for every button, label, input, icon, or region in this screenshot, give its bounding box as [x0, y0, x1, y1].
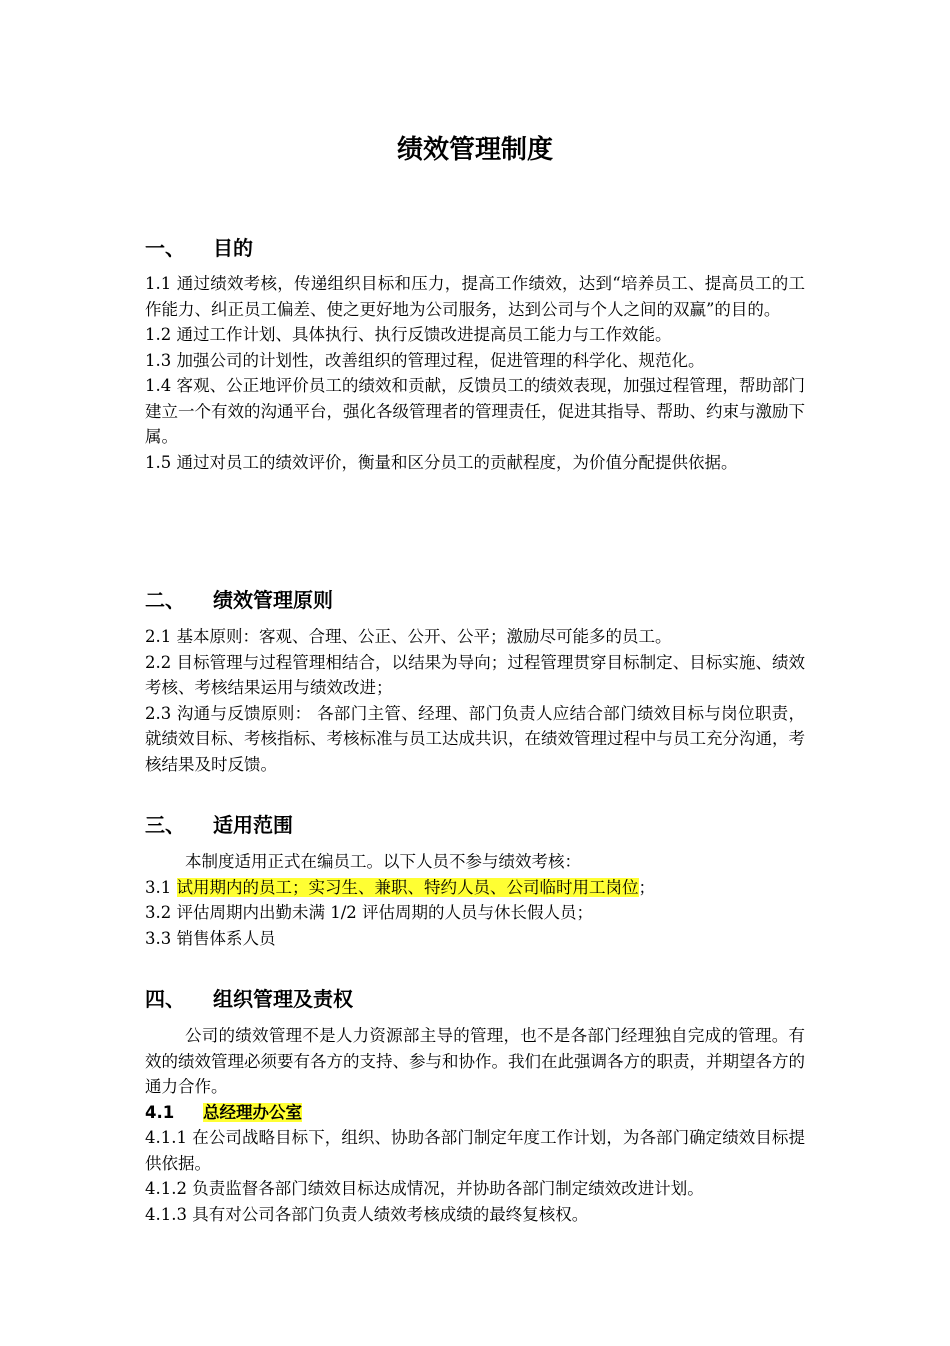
section-4-body [145, 1023, 805, 1227]
section-1-heading [145, 234, 253, 262]
section-3-body [145, 849, 805, 951]
item-2-3: 2.3 沟通与反馈原则： 各部门主管、经理、部门负责人应结合部门绩效目标与岗位职责，就绩效目标、考核指标、考核标准与员工达成共识，在绩效管理过程中与员工充分沟通，考核结果及时反馈。 [145, 703, 805, 774]
document-title: 绩效管理制度 [396, 135, 553, 165]
section-1-number: 一、 [145, 236, 185, 260]
section-1-title: 目的 [213, 236, 253, 260]
item-2-2: 2.2 目标管理与过程管理相结合，以结果为导向；过程管理贯穿目标制定、目标实施、绩效考核、考核结果运用与绩效改进； [145, 652, 805, 697]
section-2-body [145, 624, 805, 777]
subsection-4-1-heading [145, 1100, 805, 1126]
item-3-1-number: 3.1 [145, 877, 177, 897]
item-1-3: 1.3 加强公司的计划性，改善组织的管理过程，促进管理的科学化、规范化。 [145, 350, 705, 370]
section-4-heading [145, 985, 353, 1013]
section-2-heading [145, 586, 333, 614]
section-4-intro: 公司的绩效管理不是人力资源部主导的管理，也不是各部门经理独自完成的管理。有效的绩效管理必须要有各方的支持、参与和协作。我们在此强调各方的职责，并期望各方的通力合作。 [145, 1026, 805, 1096]
subsection-4-1-title: 总经理办公室 [203, 1102, 302, 1122]
section-1-body [145, 271, 805, 475]
section-4-number: 四、 [145, 987, 185, 1011]
item-3-1 [145, 875, 805, 901]
item-1-5: 1.5 通过对员工的绩效评价，衡量和区分员工的贡献程度，为价值分配提供依据。 [145, 452, 738, 472]
section-3-intro: 本制度适用正式在编员工。以下人员不参与绩效考核： [185, 852, 581, 871]
section-3-title: 适用范围 [213, 813, 293, 837]
item-4-1-3: 4.1.3 具有对公司各部门负责人绩效考核成绩的最终复核权。 [145, 1204, 589, 1224]
item-3-1-highlighted-text: 试用期内的员工；实习生、兼职、特约人员、公司临时用工岗位 [176, 877, 639, 897]
section-3-number: 三、 [145, 813, 185, 837]
item-1-1: 1.1 通过绩效考核，传递组织目标和压力，提高工作绩效，达到“培养员工、提高员工的工作能力、纠正员工偏差、使之更好地为公司服务，达到公司与个人之间的双赢”的目的。 [145, 274, 805, 319]
item-2-1: 2.1 基本原则：客观、合理、公正、公开、公平；激励尽可能多的员工。 [145, 627, 672, 646]
section-2-number: 二、 [145, 588, 185, 612]
item-4-1-1: 4.1.1 在公司战略目标下，组织、协助各部门制定年度工作计划，为各部门确定绩效目标提供依据。 [145, 1128, 805, 1173]
item-4-1-2: 4.1.2 负责监督各部门绩效目标达成情况，并协助各部门制定绩效改进计划。 [145, 1179, 704, 1198]
item-3-1-end: ； [638, 877, 655, 897]
section-4-title: 组织管理及责权 [213, 987, 353, 1011]
section-3-heading [145, 811, 293, 839]
item-3-2: 3.2 评估周期内出勤未满 1/2 评估周期的人员与休长假人员； [145, 903, 594, 922]
item-1-2: 1.2 通过工作计划、具体执行、执行反馈改进提高员工能力与工作效能。 [145, 325, 672, 344]
item-1-4: 1.4 客观、公正地评价员工的绩效和贡献，反馈员工的绩效表现，加强过程管理，帮助部门建立一个有效的沟通平台，强化各级管理者的管理责任，促进其指导、帮助、约束与激励下属。 [145, 376, 805, 446]
section-2-title: 绩效管理原则 [213, 588, 333, 612]
subsection-4-1-number: 4.1 [145, 1102, 175, 1122]
item-3-3: 3.3 销售体系人员 [145, 928, 276, 948]
